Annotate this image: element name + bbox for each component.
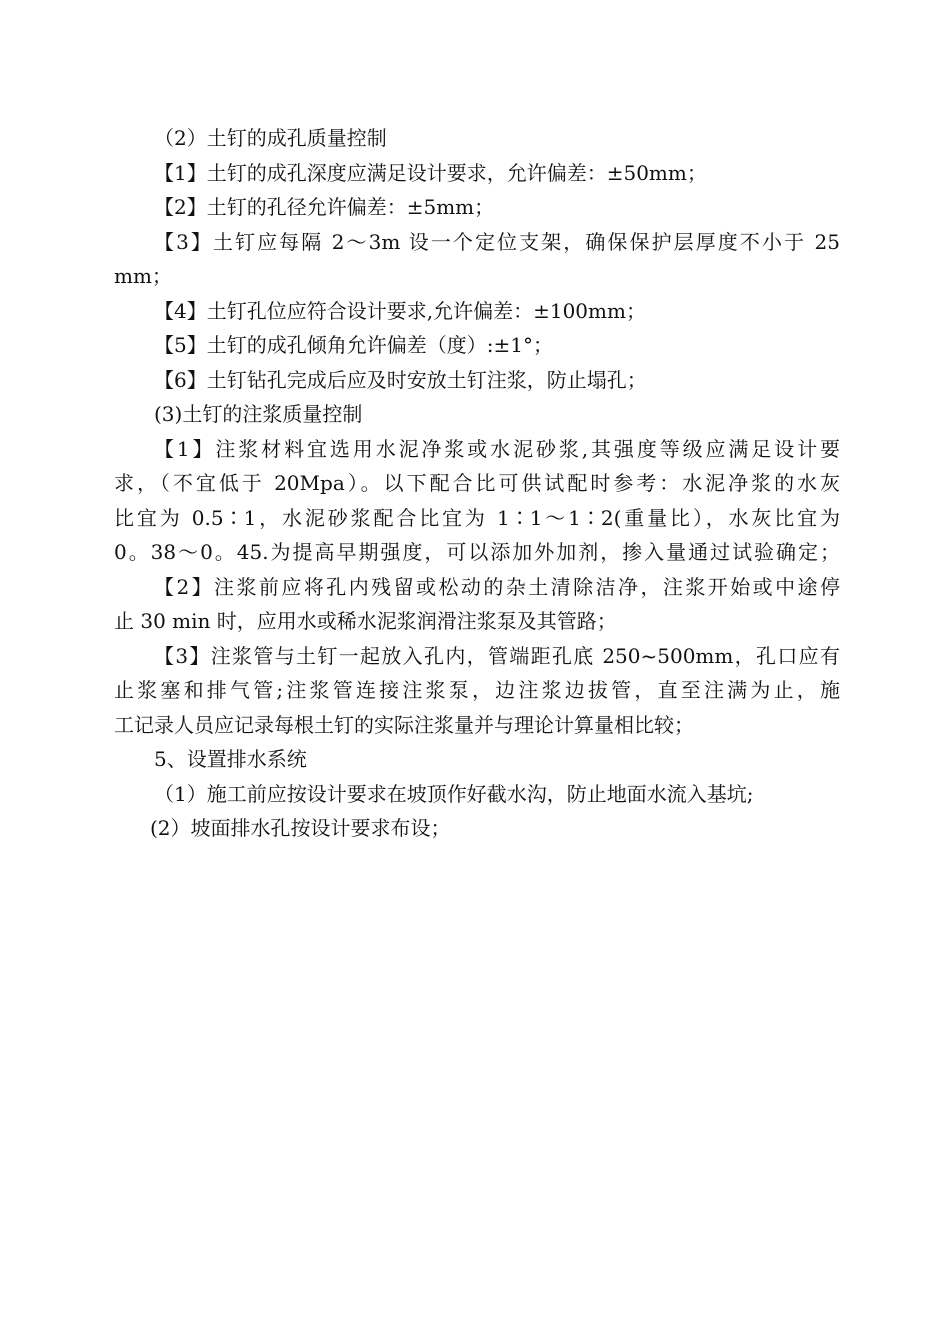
list-item: 【4】土钉孔位应符合设计要求,允许偏差：±100mm； (154, 298, 646, 323)
subsection-heading-hole-quality: （2）土钉的成孔质量控制 (154, 126, 387, 150)
list-item: 【3】土钉应每隔 2～3m 设一个定位支架，确保保护层厚度不小于 25 (154, 229, 840, 254)
list-item: 【1】注浆材料宜选用水泥净浆或水泥砂浆,其强度等级应满足设计要 (154, 436, 840, 461)
list-item: 【3】注浆管与土钉一起放入孔内，管端距孔底 250~500mm，孔口应有 (154, 643, 840, 668)
list-item: 【5】土钉的成孔倾角允许偏差（度）:±1°； (154, 333, 553, 357)
list-item: 【1】土钉的成孔深度应满足设计要求，允许偏差：±50mm； (154, 160, 707, 185)
list-item-continuation: 求，（不宜低于 20Mpa）。以下配合比可供试配时参考：水泥净浆的水灰 (114, 471, 840, 495)
list-item-continuation: 止浆塞和排气管;注浆管连接注浆泵，边注浆边拔管，直至注满为止，施 (114, 678, 840, 702)
list-item: 【2】注浆前应将孔内残留或松动的杂土清除洁净，注浆开始或中途停 (154, 574, 840, 599)
list-item-continuation: 止 30 min 时，应用水或稀水泥浆润滑注浆泵及其管路； (114, 609, 617, 633)
list-item: 【6】土钉钻孔完成后应及时安放土钉注浆，防止塌孔； (154, 367, 647, 392)
list-item-continuation: mm； (114, 264, 172, 288)
list-item-continuation: 0。38～0。45.为提高早期强度，可以添加外加剂，掺入量通过试验确定； (114, 540, 840, 564)
list-item-continuation: 工记录人员应记录每根土钉的实际注浆量并与理论计算量相比较； (114, 712, 694, 737)
document-body (114, 121, 840, 846)
list-item-continuation: 比宜为 0.5∶1，水泥砂浆配合比宜为 1∶1～1∶2(重量比），水灰比宜为 (114, 505, 840, 530)
list-item: 【2】土钉的孔径允许偏差：±5mm； (154, 195, 495, 219)
section-heading-drainage: 5、设置排水系统 (154, 747, 307, 771)
subsection-heading-grouting-quality: (3)土钉的注浆质量控制 (154, 402, 363, 426)
list-item: （1）施工前应按设计要求在坡顶作好截水沟，防止地面水流入基坑; (154, 781, 754, 806)
list-item: (2）坡面排水孔按设计要求布设； (150, 816, 451, 840)
